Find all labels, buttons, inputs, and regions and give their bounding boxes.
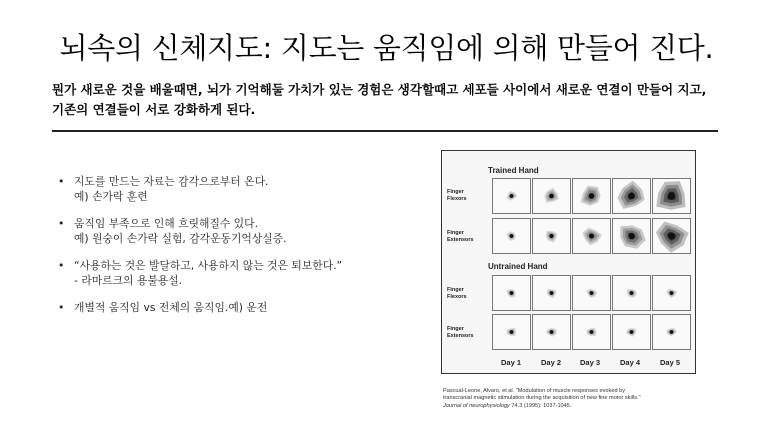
bullet-dot-icon: • — [58, 217, 65, 230]
map-cell-untrained-flexors — [492, 275, 531, 311]
map-blob-core — [668, 233, 675, 240]
map-blob-core — [590, 330, 594, 334]
bullet-item — [56, 216, 406, 246]
map-blob-core — [630, 330, 634, 334]
map-cell-trained-flexors — [532, 178, 571, 214]
map-blob-core — [510, 291, 514, 295]
map-cell-untrained-flexors — [612, 275, 651, 311]
map-cell-untrained-flexors — [532, 275, 571, 311]
map-cell-untrained-flexors — [652, 275, 691, 311]
row-label-trained-flexors: Finger Flexors — [447, 189, 467, 202]
bullet-example: 예) 손가락 훈련 — [74, 190, 148, 203]
map-cell-untrained-extensors — [612, 314, 651, 350]
subtitle-line: 기존의 연결들이 서로 강화하게 된다. — [52, 102, 256, 117]
map-cell-trained-extensors — [572, 218, 611, 254]
motor-map-figure — [441, 150, 696, 374]
day-label: Day 2 — [540, 358, 561, 367]
row-label-trained-extensors: Finger Extensors — [447, 230, 474, 243]
bullet-dot-icon: • — [58, 259, 65, 272]
map-blob-core — [628, 233, 634, 239]
map-blob-core — [668, 192, 675, 199]
map-blob-core — [590, 291, 594, 295]
map-cell-trained-flexors — [612, 178, 651, 214]
map-cell-untrained-flexors — [572, 275, 611, 311]
map-cell-untrained-extensors — [572, 314, 611, 350]
bullet-example: - 라마르크의 용불용설. — [74, 274, 183, 287]
bullet-item — [56, 174, 406, 204]
day-label: Day 5 — [659, 358, 680, 367]
row-label-untrained-extensors: Finger Extensors — [447, 326, 474, 339]
map-blob-core — [589, 193, 595, 199]
bullet-text: 지도를 만드는 자료는 감각으로부터 온다. — [74, 175, 269, 188]
map-blob-core — [549, 234, 553, 238]
subtitle-line: 뭔가 새로운 것을 배울때면, 뇌가 기억해둘 가치가 있는 경험은 생각할때고 세포들 사이에서 새로운 연결이 만들어 지고, — [52, 82, 707, 97]
map-blob-core — [549, 194, 554, 199]
citation-journal: Journal of neurophysiology — [443, 402, 510, 409]
slide-subtitle — [52, 80, 742, 120]
map-cell-trained-extensors — [532, 218, 571, 254]
map-blob-core — [670, 330, 674, 334]
map-blob-core — [510, 194, 514, 198]
map-blob-core — [589, 234, 594, 239]
citation-details: 74.3 (1995): 1037-1045. — [509, 402, 572, 409]
trained-hand-heading: Trained Hand — [488, 166, 539, 175]
bullet-text: 움직임 부족으로 인해 흐릿해질수 있다. — [74, 217, 259, 230]
bullet-example: 예) 원숭이 손가락 실험, 감각운동기억상실증. — [74, 232, 287, 245]
bullet-text: “사용하는 것은 발달하고, 사용하지 않는 것은 퇴보한다.” — [74, 259, 343, 272]
bullet-item — [56, 300, 406, 315]
map-cell-untrained-extensors — [532, 314, 571, 350]
map-blob-core — [630, 291, 634, 295]
map-cell-untrained-extensors — [652, 314, 691, 350]
bullet-text: 개별적 움직임 vs 전체의 움직임.예) 운전 — [74, 301, 268, 314]
untrained-hand-heading: Untrained Hand — [488, 262, 548, 271]
map-blob-core — [550, 291, 554, 295]
map-blob-core — [550, 330, 554, 334]
day-label: Day 1 — [500, 358, 521, 367]
map-blob-core — [510, 234, 514, 238]
map-cell-untrained-extensors — [492, 314, 531, 350]
map-blob-core — [628, 193, 635, 200]
map-blob-core — [510, 330, 514, 334]
day-label: Day 3 — [579, 358, 600, 367]
citation: Pascual-Leone, Alvaro, et al. "Modulation of muscle responses evoked by transcranial magnetic stimulation during the acquisition of new fine motor skills." Journal of neurophysiology 74.3 (1995): 1037-1045. — [443, 388, 641, 409]
map-blob-core — [670, 291, 674, 295]
day-label: Day 4 — [619, 358, 640, 367]
divider-rule — [52, 130, 718, 132]
map-cell-trained-extensors — [612, 218, 651, 254]
map-cell-trained-extensors — [652, 218, 691, 254]
bullet-dot-icon: • — [58, 175, 65, 188]
bullet-item — [56, 258, 406, 288]
bullet-list — [56, 174, 406, 327]
map-cell-trained-extensors — [492, 218, 531, 254]
row-label-untrained-flexors: Finger Flexors — [447, 287, 467, 300]
map-cell-trained-flexors — [492, 178, 531, 214]
slide-title: 뇌속의 신체지도: 지도는 움직임에 의해 만들어 진다. — [59, 31, 714, 65]
map-cell-trained-flexors — [572, 178, 611, 214]
map-cell-trained-flexors — [652, 178, 691, 214]
bullet-dot-icon: • — [58, 301, 65, 314]
